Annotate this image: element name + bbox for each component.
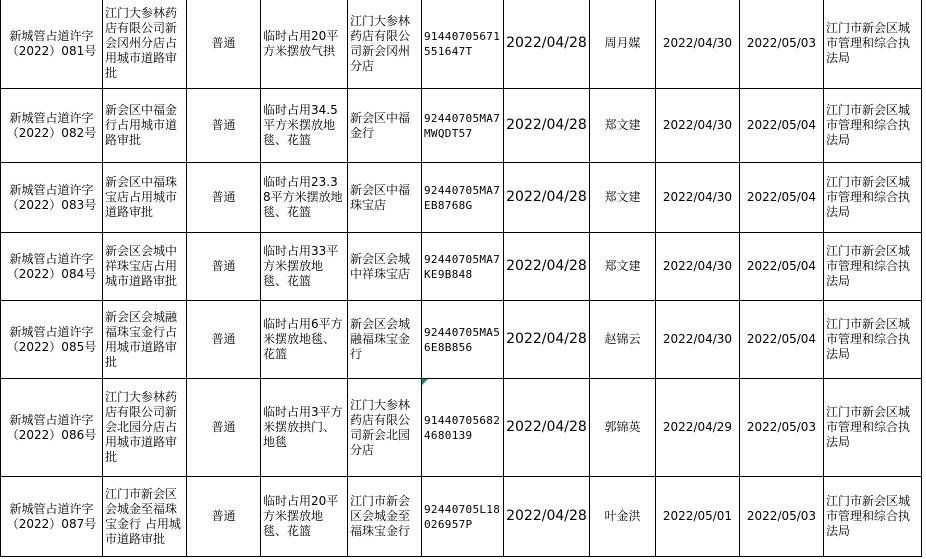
- authority-cell[interactable]: 江门市新会区城市管理和综合执法局: [824, 233, 922, 301]
- type-cell[interactable]: 普通: [187, 163, 261, 233]
- start-date-cell[interactable]: 2022/04/30: [656, 89, 740, 163]
- type-cell[interactable]: 普通: [187, 301, 261, 379]
- start-date-cell[interactable]: 2022/04/30: [656, 163, 740, 233]
- table-body: [1, 0, 922, 557]
- applicant-cell[interactable]: 江门市新会区会城金至福珠宝金行: [348, 477, 422, 557]
- applicant-cell[interactable]: 新会区会城中祥珠宝店: [348, 233, 422, 301]
- credit-code-cell[interactable]: 91440705671551647T: [422, 0, 504, 89]
- authority-cell[interactable]: 江门市新会区城市管理和综合执法局: [824, 0, 922, 89]
- table-row: [1, 477, 922, 557]
- end-date-cell[interactable]: 2022/05/03: [740, 477, 824, 557]
- type-cell[interactable]: 普通: [187, 89, 261, 163]
- item-name-cell[interactable]: 江门大参林药店有限公司新会北园分店占用城市道路审批: [103, 379, 187, 477]
- authority-cell[interactable]: 江门市新会区城市管理和综合执法局: [824, 89, 922, 163]
- end-date-cell[interactable]: 2022/05/04: [740, 233, 824, 301]
- permit-number-cell[interactable]: 新城管占道许字（2022）084号: [1, 233, 103, 301]
- item-name-cell[interactable]: 新会区中福珠宝店占用城市道路审批: [103, 163, 187, 233]
- decision-date-cell[interactable]: 2022/04/28: [504, 301, 590, 379]
- credit-code-cell[interactable]: [422, 379, 504, 477]
- credit-code-cell[interactable]: 92440705L18026957P: [422, 477, 504, 557]
- end-date-cell[interactable]: 2022/05/04: [740, 301, 824, 379]
- start-date-cell[interactable]: 2022/05/01: [656, 477, 740, 557]
- credit-code-cell[interactable]: 92440705MA56E8B856: [422, 301, 504, 379]
- item-name-cell[interactable]: 新会区会城中祥珠宝店占用城市道路审批: [103, 233, 187, 301]
- person-cell[interactable]: 郑文建: [590, 163, 656, 233]
- permit-number-cell[interactable]: 新城管占道许字（2022）082号: [1, 89, 103, 163]
- permit-number-cell[interactable]: 新城管占道许字（2022）081号: [1, 0, 103, 89]
- applicant-cell[interactable]: 新会区中福金行: [348, 89, 422, 163]
- applicant-cell[interactable]: 江门大参林药店有限公司新会冈州分店: [348, 0, 422, 89]
- decision-date-cell[interactable]: 2022/04/28: [504, 89, 590, 163]
- start-date-cell[interactable]: 2022/04/29: [656, 379, 740, 477]
- content-cell[interactable]: 临时占用3平方米摆放拱门、地毯: [261, 379, 348, 477]
- start-date-cell[interactable]: 2022/04/30: [656, 233, 740, 301]
- content-cell[interactable]: 临时占用34.5平方米摆放地毯、花篮: [261, 89, 348, 163]
- credit-code-cell[interactable]: 92440705MA7EB8768G: [422, 163, 504, 233]
- table-row: [1, 163, 922, 233]
- person-cell[interactable]: 郭锦英: [590, 379, 656, 477]
- applicant-cell[interactable]: 江门大参林药店有限公司新会北园分店: [348, 379, 422, 477]
- applicant-cell[interactable]: 新会区中福珠宝店: [348, 163, 422, 233]
- person-cell[interactable]: 郑文建: [590, 89, 656, 163]
- table-row: [1, 379, 922, 477]
- applicant-cell[interactable]: 新会区会城融福珠宝金行: [348, 301, 422, 379]
- authority-cell[interactable]: 江门市新会区城市管理和综合执法局: [824, 477, 922, 557]
- table-row: [1, 0, 922, 89]
- person-cell[interactable]: 叶金洪: [590, 477, 656, 557]
- permit-number-cell[interactable]: 新城管占道许字（2022）085号: [1, 301, 103, 379]
- type-cell[interactable]: 普通: [187, 379, 261, 477]
- type-cell[interactable]: 普通: [187, 233, 261, 301]
- credit-code-cell[interactable]: 92440705MA7MWQDT57: [422, 89, 504, 163]
- table-row: [1, 89, 922, 163]
- error-indicator-icon: [422, 379, 428, 385]
- person-cell[interactable]: 周月媒: [590, 0, 656, 89]
- type-cell[interactable]: 普通: [187, 0, 261, 89]
- decision-date-cell[interactable]: 2022/04/28: [504, 379, 590, 477]
- item-name-cell[interactable]: 江门市新会区会城金至福珠宝金行 占用城市道路审批: [103, 477, 187, 557]
- table-row: [1, 301, 922, 379]
- decision-date-cell[interactable]: 2022/04/28: [504, 477, 590, 557]
- end-date-cell[interactable]: 2022/05/03: [740, 379, 824, 477]
- content-cell[interactable]: 临时占用20平方米摆放地毯、花篮: [261, 477, 348, 557]
- authority-cell[interactable]: 江门市新会区城市管理和综合执法局: [824, 379, 922, 477]
- permit-number-cell[interactable]: 新城管占道许字（2022）087号: [1, 477, 103, 557]
- end-date-cell[interactable]: 2022/05/04: [740, 163, 824, 233]
- content-cell[interactable]: 临时占用6平方米摆放地毯、花篮: [261, 301, 348, 379]
- permit-number-cell[interactable]: 新城管占道许字（2022）086号: [1, 379, 103, 477]
- permit-number-cell[interactable]: 新城管占道许字（2022）083号: [1, 163, 103, 233]
- person-cell[interactable]: 赵锦云: [590, 301, 656, 379]
- end-date-cell[interactable]: 2022/05/03: [740, 0, 824, 89]
- end-date-cell[interactable]: 2022/05/04: [740, 89, 824, 163]
- content-cell[interactable]: 临时占用20平方米摆放气拱: [261, 0, 348, 89]
- start-date-cell[interactable]: 2022/04/30: [656, 0, 740, 89]
- start-date-cell[interactable]: 2022/04/30: [656, 301, 740, 379]
- authority-cell[interactable]: 江门市新会区城市管理和综合执法局: [824, 163, 922, 233]
- item-name-cell[interactable]: 新会区会城融福珠宝金行占用城市道路审批: [103, 301, 187, 379]
- credit-code-cell[interactable]: 92440705MA7KE9B848: [422, 233, 504, 301]
- authority-cell[interactable]: 江门市新会区城市管理和综合执法局: [824, 301, 922, 379]
- credit-code-text: 914407056824680139: [424, 413, 501, 442]
- decision-date-cell[interactable]: 2022/04/28: [504, 233, 590, 301]
- item-name-cell[interactable]: 新会区中福金行占用城市道路审批: [103, 89, 187, 163]
- table-row: [1, 233, 922, 301]
- type-cell[interactable]: 普通: [187, 477, 261, 557]
- content-cell[interactable]: 临时占用33平方米摆放地毯、花篮: [261, 233, 348, 301]
- item-name-cell[interactable]: 江门大参林药店有限公司新会冈州分店占用城市道路审批: [103, 0, 187, 89]
- content-cell[interactable]: 临时占用23.38平方米摆放地毯、花篮: [261, 163, 348, 233]
- decision-date-cell[interactable]: 2022/04/28: [504, 163, 590, 233]
- person-cell[interactable]: 郑文建: [590, 233, 656, 301]
- decision-date-cell[interactable]: 2022/04/28: [504, 0, 590, 89]
